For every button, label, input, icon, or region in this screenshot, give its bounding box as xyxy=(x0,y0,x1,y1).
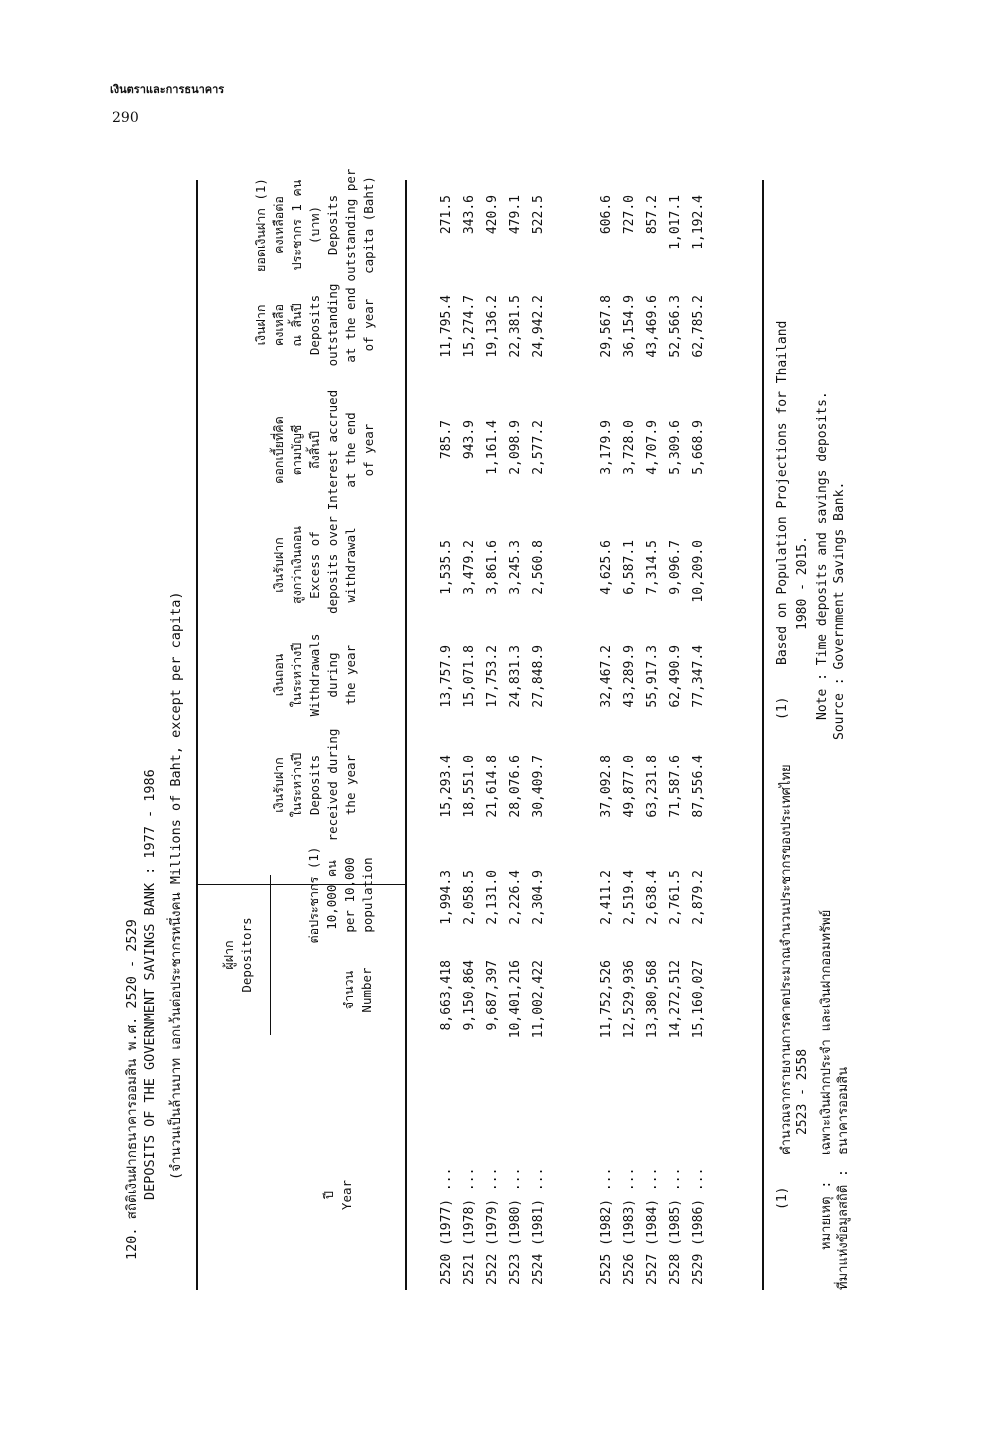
year-cell: 2522 (1979) ... xyxy=(485,1167,500,1285)
excess-cell: 3,479.2 xyxy=(462,540,477,595)
header-number: จำนวน Number xyxy=(341,967,374,1013)
per-pop-cell: 2,304.9 xyxy=(531,870,546,925)
per-capita-cell: 606.6 xyxy=(599,195,614,235)
per-pop-cell: 2,058.5 xyxy=(462,870,477,925)
header-excess: เงินรับฝาก สูงกว่าเงินถอน Excess of deposits over withdrawal xyxy=(271,516,358,614)
year-cell: 2528 (1985) ... xyxy=(668,1167,683,1285)
outstanding-cell: 11,795.4 xyxy=(439,295,454,358)
withdrawals-cell: 43,289.9 xyxy=(622,645,637,708)
interest-cell: 5,668.9 xyxy=(691,420,706,475)
interest-cell: 3,179.9 xyxy=(599,420,614,475)
note-thai-text: เฉพาะเงินฝากประจำ และเงินฝากออมทรัพย์ xyxy=(819,909,834,1155)
interest-cell: 5,309.6 xyxy=(668,420,683,475)
year-cell: 2527 (1984) ... xyxy=(645,1167,660,1285)
withdrawals-cell: 24,831.3 xyxy=(508,645,523,708)
footnote-thai-line2: 2523 - 2558 xyxy=(795,1048,810,1135)
withdrawals-cell: 17,753.2 xyxy=(485,645,500,708)
header-outstanding: เงินฝาก คงเหลือ ณ สิ้นปี Deposits outstanding at the end of year xyxy=(253,283,376,367)
number-cell: 9,150,864 xyxy=(462,960,477,1031)
per-pop-cell: 2,131.0 xyxy=(485,870,500,925)
deposits-cell: 28,076.6 xyxy=(508,755,523,818)
year-cell: 2524 (1981) ... xyxy=(531,1167,546,1285)
outstanding-cell: 52,566.3 xyxy=(668,295,683,358)
per-capita-cell: 343.6 xyxy=(462,195,477,235)
depositors-rule xyxy=(270,875,271,1035)
header-depositors: ผู้ฝาก Depositors xyxy=(221,917,254,993)
note-english: Note : Time deposits and savings deposits. xyxy=(815,391,830,720)
table-bottom-rule xyxy=(762,180,764,1290)
year-cell: 2525 (1982) ... xyxy=(599,1167,614,1285)
footnote-thai-line1: คำนวณจากรายงานการคาดประมาณจำนวนประชากรของประเทศไทย xyxy=(779,764,794,1155)
rotated-table-canvas xyxy=(110,168,851,1290)
excess-cell: 9,096.7 xyxy=(668,540,683,595)
excess-cell: 10,209.0 xyxy=(691,540,706,603)
table-title-english: DEPOSITS OF THE GOVERNMENT SAVINGS BANK : 1977 - 1986 xyxy=(142,769,158,1200)
deposits-cell: 18,551.0 xyxy=(462,755,477,818)
interest-cell: 1,161.4 xyxy=(485,420,500,475)
withdrawals-cell: 15,071.8 xyxy=(462,645,477,708)
excess-cell: 3,245.3 xyxy=(508,540,523,595)
top-rule xyxy=(196,180,198,1290)
deposits-cell: 49,877.0 xyxy=(622,755,637,818)
number-cell: 11,002,422 xyxy=(531,960,546,1039)
header-year: ปี Year xyxy=(321,1179,354,1211)
header-deposits: เงินรับฝาก ในระหว่างปี Deposits received during the year xyxy=(271,728,358,842)
per-pop-cell: 2,411.2 xyxy=(599,870,614,925)
source-thai-label: ที่มาแห่งข้อมูลสถิติ : xyxy=(836,1169,851,1290)
running-head: เงินตราและการธนาคาร xyxy=(110,83,225,96)
outstanding-cell: 62,785.2 xyxy=(691,295,706,358)
outstanding-cell: 24,942.2 xyxy=(531,295,546,358)
withdrawals-cell: 27,848.9 xyxy=(531,645,546,708)
withdrawals-cell: 62,490.9 xyxy=(668,645,683,708)
number-cell: 14,272,512 xyxy=(668,960,683,1039)
withdrawals-cell: 77,347.4 xyxy=(691,645,706,708)
table-unit-note: (จำนวนเป็นล้านบาท เอกเว้นต่อประชากรหนึ่งคน Millions of Baht, except per capita) xyxy=(168,591,184,1180)
interest-cell: 943.9 xyxy=(462,420,477,460)
header-withdrawals: เงินถอน ในระหว่างปี Withdrawals during the year xyxy=(271,633,358,717)
deposits-cell: 21,614.8 xyxy=(485,755,500,818)
withdrawals-cell: 32,467.2 xyxy=(599,645,614,708)
year-cell: 2529 (1986) ... xyxy=(691,1167,706,1285)
per-pop-cell: 2,638.4 xyxy=(645,870,660,925)
note-thai-label: หมายเหตุ : xyxy=(819,1180,834,1250)
number-cell: 13,380,568 xyxy=(645,960,660,1039)
per-pop-cell: 1,994.3 xyxy=(439,870,454,925)
page-number: 290 xyxy=(112,110,139,126)
excess-cell: 3,861.6 xyxy=(485,540,500,595)
outstanding-cell: 29,567.8 xyxy=(599,295,614,358)
per-capita-cell: 522.5 xyxy=(531,195,546,235)
deposits-cell: 15,293.4 xyxy=(439,755,454,818)
per-capita-cell: 857.2 xyxy=(645,195,660,235)
outstanding-cell: 19,136.2 xyxy=(485,295,500,358)
per-capita-cell: 1,192.4 xyxy=(691,195,706,250)
header-per-capita: ยอดเงินฝาก (1) คงเหลือต่อ ประชากร 1 คน (บาท) Deposits outstanding per capita (Baht) xyxy=(253,168,376,282)
excess-cell: 2,560.8 xyxy=(531,540,546,595)
footnote-english-line2: 1980 - 2015. xyxy=(795,536,810,630)
number-cell: 9,687,397 xyxy=(485,960,500,1031)
interest-cell: 3,728.0 xyxy=(622,420,637,475)
withdrawals-cell: 55,917.3 xyxy=(645,645,660,708)
year-cell: 2520 (1977) ... xyxy=(439,1167,454,1285)
outstanding-cell: 22,381.5 xyxy=(508,295,523,358)
number-cell: 11,752,526 xyxy=(599,960,614,1039)
outstanding-cell: 15,274.7 xyxy=(462,295,477,358)
header-per-population: ต่อประชากร (1) 10,000 คน per 10,000 population xyxy=(306,846,375,944)
header-bottom-rule xyxy=(405,180,407,1290)
interest-cell: 785.7 xyxy=(439,420,454,460)
table-title-thai: 120. สถิติเงินฝากธนาคารออมสิน พ.ศ. 2520 - 2529 xyxy=(124,919,140,1260)
per-pop-cell: 2,226.4 xyxy=(508,870,523,925)
per-capita-cell: 420.9 xyxy=(485,195,500,235)
interest-cell: 2,098.9 xyxy=(508,420,523,475)
footnote-english-line1: Based on Population Projections for Thailand xyxy=(775,320,790,665)
source-english: Source : Government Savings Bank. xyxy=(832,481,847,740)
excess-cell: 1,535.5 xyxy=(439,540,454,595)
interest-cell: 4,707.9 xyxy=(645,420,660,475)
year-cell: 2526 (1983) ... xyxy=(622,1167,637,1285)
interest-cell: 2,577.2 xyxy=(531,420,546,475)
year-cell: 2521 (1978) ... xyxy=(462,1167,477,1285)
excess-cell: 4,625.6 xyxy=(599,540,614,595)
per-capita-cell: 1,017.1 xyxy=(668,195,683,250)
deposits-cell: 63,231.8 xyxy=(645,755,660,818)
outstanding-cell: 43,469.6 xyxy=(645,295,660,358)
deposits-cell: 87,556.4 xyxy=(691,755,706,818)
per-capita-cell: 727.0 xyxy=(622,195,637,235)
source-thai-text: ธนาคารออมสิน xyxy=(836,1066,851,1155)
withdrawals-cell: 13,757.9 xyxy=(439,645,454,708)
number-cell: 8,663,418 xyxy=(439,960,454,1031)
deposits-cell: 30,409.7 xyxy=(531,755,546,818)
per-capita-cell: 479.1 xyxy=(508,195,523,235)
number-cell: 15,160,027 xyxy=(691,960,706,1039)
outstanding-cell: 36,154.9 xyxy=(622,295,637,358)
per-pop-cell: 2,761.5 xyxy=(668,870,683,925)
number-cell: 10,401,216 xyxy=(508,960,523,1039)
number-cell: 12,529,936 xyxy=(622,960,637,1039)
footnote-thai-marker: (1) xyxy=(775,1186,790,1210)
year-cell: 2523 (1980) ... xyxy=(508,1167,523,1285)
per-pop-cell: 2,879.2 xyxy=(691,870,706,925)
footnote-english-marker: (1) xyxy=(775,696,790,720)
header-interest: ดอกเบี้ยที่คิด ตามบัญชี ถึงสิ้นปี Interest accrued at the end of year xyxy=(271,389,376,511)
per-capita-cell: 271.5 xyxy=(439,195,454,235)
deposits-cell: 37,092.8 xyxy=(599,755,614,818)
excess-cell: 6,587.1 xyxy=(622,540,637,595)
per-pop-cell: 2,519.4 xyxy=(622,870,637,925)
deposits-cell: 71,587.6 xyxy=(668,755,683,818)
excess-cell: 7,314.5 xyxy=(645,540,660,595)
